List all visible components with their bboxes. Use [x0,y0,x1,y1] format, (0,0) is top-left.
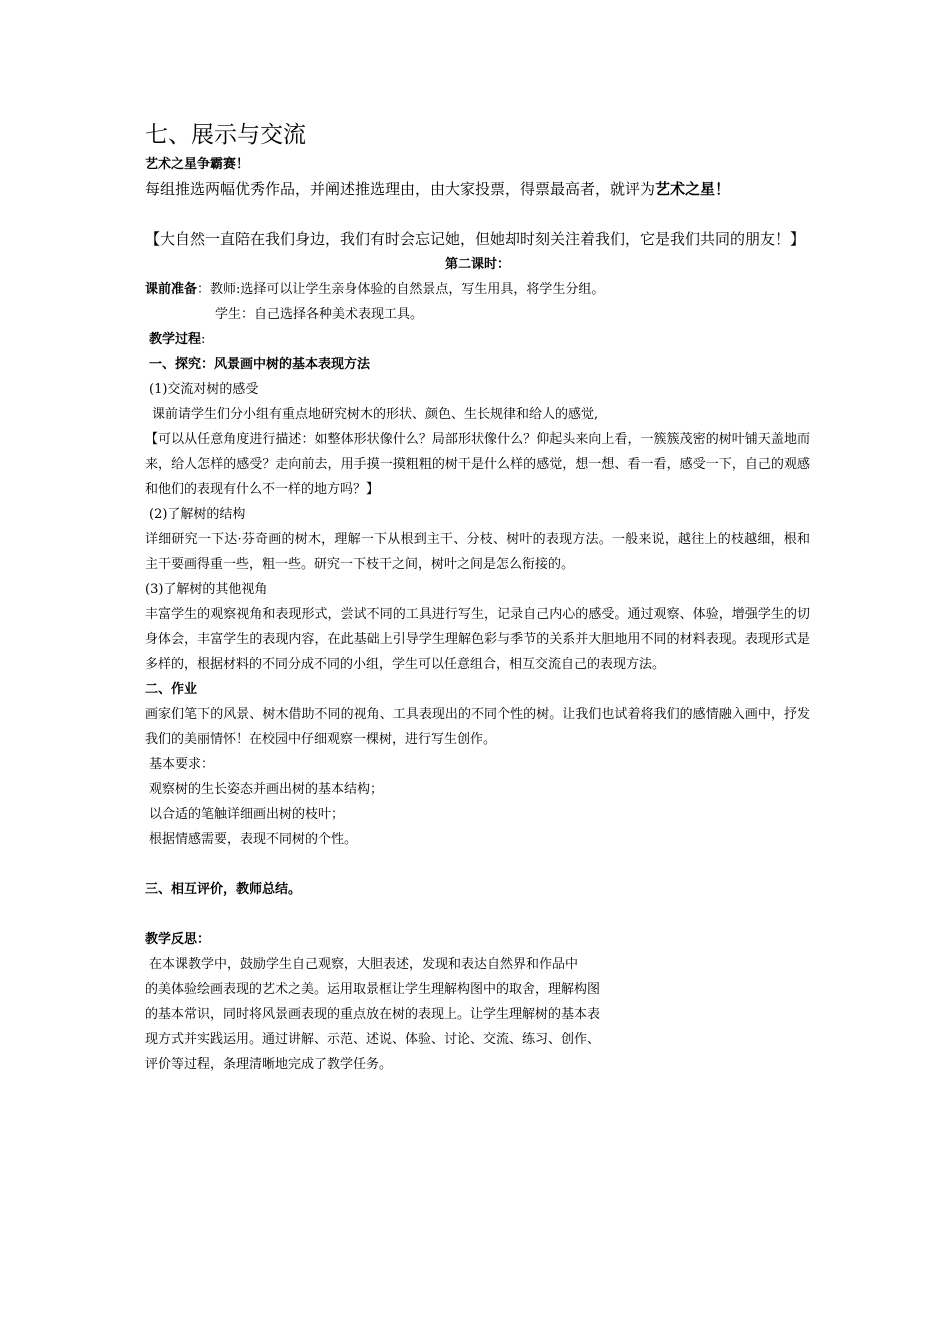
item2-title: (2)了解树的结构 [149,507,246,522]
item2-text: 详细研究一下达·芬奇画的树木，理解一下从根到主干、分枝、树叶的表现方法。一般来说，越往上的枝越细，根和主干要画得重一些，粗一些。研究一下枝干之间，树叶之间是怎么衔接的。 [145,532,810,572]
reflection-line: 在本课教学中，鼓励学生自己观察，大胆表述，发现和表达自然界和作品中 [149,957,579,972]
part1-title: 一、探究：风景画中树的基本表现方法 [149,357,371,372]
nature-quote: 【大自然一直陪在我们身边，我们有时会忘记她，但她却时刻关注着我们，它是我们共同的朋友！】 [145,230,806,248]
prep-label: 课前准备 [145,282,198,297]
part3-title: 三、相互评价，教师总结。 [145,882,302,897]
reflection-label: 教学反思： [145,932,211,947]
part2-text: 画家们笔下的风景、树木借助不同的视角、工具表现出的不同个性的树。让我们也试着将我们的感情融入画中，抒发我们的美丽情怀！在校园中仔细观察一棵树，进行写生创作。 [145,707,810,747]
vote-paragraph [145,177,810,202]
part2-title: 二、作业 [145,682,198,697]
item1-title: (1)交流对树的感受 [149,382,259,397]
vote-text: 每组推选两幅优秀作品，并阐述推选理由，由大家投票，得票最高者，就评为 [145,180,656,198]
process-heading [145,327,810,352]
item1-text: 课前请学生们分小组有重点地研究树木的形状、颜色、生长规律和给人的感觉, [152,407,599,422]
process-colon: : [201,332,206,347]
reflection-line: 评价等过程，条理清晰地完成了教学任务。 [145,1057,393,1072]
reflection-line: 的基本常识，同时将风景画表现的重点放在树的表现上。让学生理解树的基本表 [145,1007,601,1022]
prep-teacher-line [145,277,810,302]
requirement-item: 根据情感需要，表现不同树的个性。 [149,832,358,847]
reflection-line: 现方式并实践运用。通过讲解、示范、述说、体验、讨论、交流、练习、创作、 [145,1032,601,1047]
prep-teacher-text: ：教师:选择可以让学生亲身体验的自然景点，写生用具，将学生分组。 [197,282,605,297]
reflection-line: 的美体验绘画表现的艺术之美。运用取景框让学生理解构图中的取舍，理解构图 [145,982,601,997]
reflection-paragraph [145,952,645,1077]
prep-student-line: 学生：自己选择各种美术表现工具。 [215,307,424,322]
requirement-item: 以合适的笔触详细画出树的枝叶； [149,807,345,822]
section-title: 七、展示与交流 [145,122,306,148]
requirements-label: 基本要求： [149,757,215,772]
item1-quote: 【可以从任意角度进行描述：如整体形状像什么？局部形状像什么？仰起头来向上看，一簇簇茂密的树叶铺天盖地而来，给人怎样的感受？走向前去，用手摸一摸粗粗的树干是什么样的感觉，想一想、看一看，感受一下，自己的观感和他们的表现有什么不一样的地方吗？】 [145,432,810,497]
art-star-label: 艺术之星！ [655,180,731,198]
document-page [145,118,810,1077]
item3-text: 丰富学生的观察视角和表现形式，尝试不同的工具进行写生，记录自己内心的感受。通过观察、体验，增强学生的切身体会，丰富学生的表现内容，在此基础上引导学生理解色彩与季节的关系并大胆地用不同的材料表现。表现形式是多样的，根据材料的不同分成不同的小组，学生可以任意组合，相互交流自己的表现方法。 [145,607,810,672]
lesson-title: 第二课时： [444,257,510,272]
process-label: 教学过程 [149,332,202,347]
section-subtitle: 艺术之星争霸赛！ [145,157,250,172]
item3-title: (3)了解树的其他视角 [145,582,268,597]
requirement-item: 观察树的生长姿态并画出树的基本结构； [149,782,384,797]
